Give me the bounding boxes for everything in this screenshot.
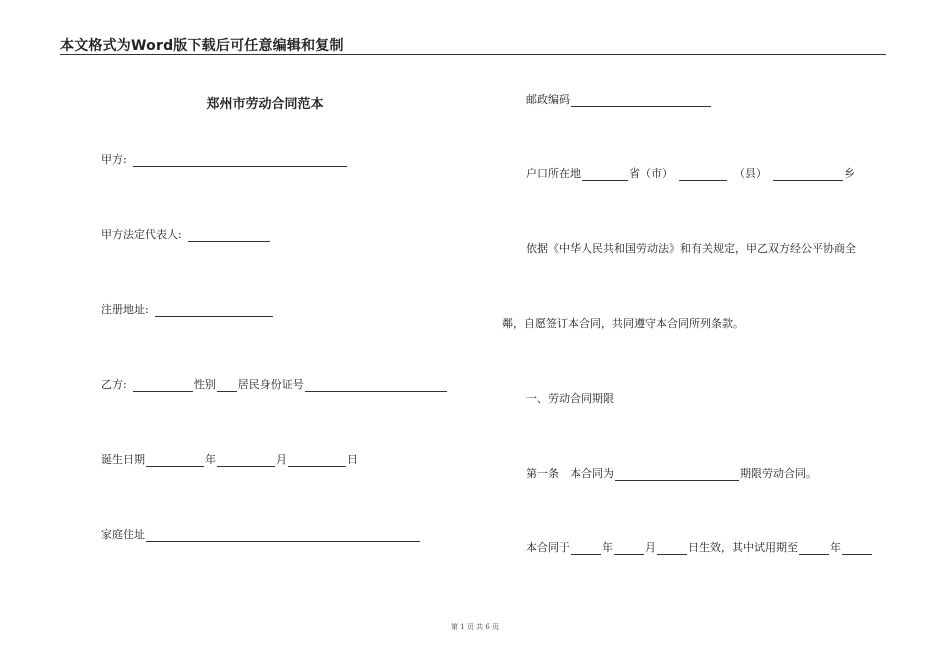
reg-address-line [101,303,274,317]
birth-year-blank [146,455,204,467]
hukou-city-blank [679,169,727,181]
postal-code-line [526,93,712,107]
birth-month-label: 月 [276,453,287,466]
birth-day-label: 日 [347,453,358,466]
article-1-suffix: 期限劳动合同。 [740,467,817,480]
start-mid: 日生效，其中试用期至 [688,541,798,554]
hukou-line [526,167,855,181]
birth-year-label: 年 [205,453,216,466]
article-1-prefix: 第一条 本合同为 [526,467,614,480]
probation-month-blank [842,543,872,555]
page-header [60,34,886,55]
home-address-blank [146,530,420,542]
party-b-line [101,378,448,392]
id-number-label: 居民身份证号 [237,378,304,391]
basis-line-1 [526,242,856,256]
document-title: 郑州市劳动合同范本 [206,97,324,112]
probation-year-blank [799,543,829,555]
start-month-blank [614,543,644,555]
party-b-name-blank [133,380,193,392]
reg-address-blank [155,305,273,317]
township-label: 乡 [844,167,855,180]
gender-label: 性别 [193,378,216,391]
party-a-rep-line [101,228,271,242]
home-address-label: 家庭住址 [101,528,145,541]
hukou-province-blank [582,169,628,181]
party-a-rep-blank [188,230,270,242]
basis-text-1: 依据《中华人民共和国劳动法》和有关规定，甲乙双方经公平协商全 [526,242,856,255]
party-a-rep-label: 甲方法定代表人: [101,228,182,241]
hukou-label: 户口所在地 [526,167,581,180]
section-1-heading [526,392,614,406]
party-a-label: 甲方: [101,153,127,166]
article-1-line [526,467,817,481]
birth-day-blank [288,455,346,467]
birth-date-line [101,453,358,467]
start-year-blank [571,543,601,555]
start-prefix: 本合同于 [526,541,570,554]
home-address-line [101,528,421,542]
header-text: 本文格式为Word版下载后可任意编辑和复制 [60,38,344,54]
start-month-label: 月 [645,541,656,554]
party-b-label: 乙方: [101,378,127,391]
probation-year-label: 年 [830,541,841,554]
birth-month-blank [217,455,275,467]
party-a-line [101,153,348,167]
postal-code-label: 邮政编码 [526,93,570,106]
contract-term-blank [615,469,739,481]
start-year-label: 年 [602,541,613,554]
province-label: 省（市） [629,167,673,180]
id-number-blank [305,380,447,392]
hukou-county-blank [773,169,843,181]
gender-blank [217,380,237,392]
postal-code-blank [571,95,711,107]
basis-line-2 [502,317,744,331]
section-1-text: 一、劳动合同期限 [526,392,614,405]
reg-address-label: 注册地址: [101,303,149,316]
start-date-line [526,541,873,555]
party-a-blank [133,155,347,167]
birth-date-label: 诞生日期 [101,453,145,466]
start-day-blank [657,543,687,555]
basis-text-2: 鄰，自愿签订本合同，共同遵守本合同所列条款。 [502,317,744,330]
page-footer: 第 1 页 共 6 页 [450,623,500,631]
county-label: （县） [734,167,767,180]
